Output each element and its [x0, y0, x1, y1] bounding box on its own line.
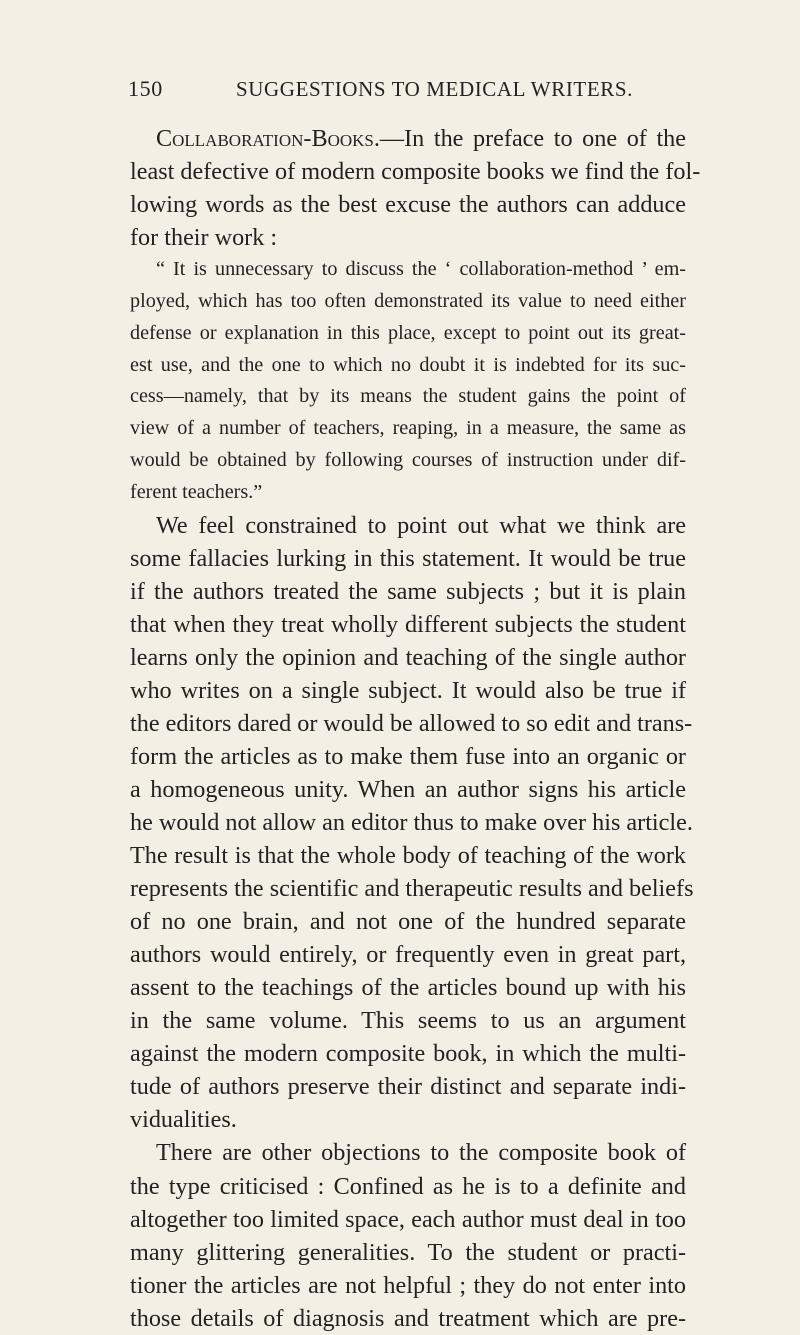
- paragraph-2-line-5: learns only the opinion and teaching of the single author: [130, 643, 686, 671]
- paragraph-1-line-3: lowing words as the best excuse the authors can adduce: [130, 191, 686, 219]
- paragraph-2-line-15: assent to the teachings of the articles bound up with his: [130, 974, 686, 1002]
- quote-line-6: view of a number of teachers, reaping, in a measure, the same as: [130, 417, 686, 440]
- paragraph-3-line-2: the type criticised : Confined as he is to a definite and: [130, 1172, 686, 1200]
- paragraph-3-line-3: altogether too limited space, each author must deal in too: [130, 1205, 686, 1233]
- quote-line-2: ployed, which has too often demonstrated its value to need either: [130, 289, 686, 312]
- paragraph-2-line-3: if the authors treated the same subjects ; but it is plain: [130, 577, 686, 605]
- paragraph-3-line-1: There are other objections to the composite book of: [156, 1139, 686, 1167]
- paragraph-2-line-18: tude of authors preserve their distinct and separate indi-: [130, 1073, 686, 1101]
- quote-line-4: est use, and the one to which no doubt it is indebted for its suc-: [130, 353, 686, 376]
- paragraph-2-line-2: some fallacies lurking in this statement. It would be true: [130, 544, 686, 572]
- paragraph-2-line-17: against the modern composite book, in which the multi-: [130, 1040, 686, 1068]
- section-heading: Collaboration-Books.: [156, 125, 380, 152]
- paragraph-1-line-4: for their work :: [130, 224, 278, 252]
- body-text: [130, 122, 701, 1335]
- page-number: 150: [128, 76, 163, 101]
- paragraph-2-line-1: We feel constrained to point out what we think are: [156, 511, 686, 539]
- paragraph-2-line-19: vidualities.: [130, 1106, 237, 1134]
- paragraph-2-line-16: in the same volume. This seems to us an argument: [130, 1007, 686, 1035]
- paragraph-2-line-6: who writes on a single subject. It would also be true if: [130, 676, 686, 704]
- paragraph-2-line-14: authors would entirely, or frequently even in great part,: [130, 941, 686, 969]
- quote-line-5: cess—namely, that by its means the student gains the point of: [130, 385, 686, 408]
- paragraph-2-line-12: represents the scientific and therapeutic results and beliefs: [130, 875, 694, 903]
- paragraph-1-line-1: Collaboration-Books.—In the preface to one of the: [156, 125, 686, 152]
- running-head: SUGGESTIONS TO MEDICAL WRITERS.: [236, 77, 634, 101]
- paragraph-3-line-5: tioner the articles are not helpful ; they do not enter into: [130, 1271, 686, 1299]
- paragraph-2-line-9: a homogeneous unity. When an author signs his article: [130, 775, 686, 803]
- paragraph-2-line-7: the editors dared or would be allowed to so edit and trans-: [130, 709, 693, 737]
- paragraph-3-line-4: many glittering generalities. To the student or practi-: [130, 1238, 686, 1266]
- paragraph-2-line-8: form the articles as to make them fuse into an organic or: [130, 742, 686, 770]
- page-header: [128, 76, 684, 106]
- quote-line-8: ferent teachers.”: [130, 480, 263, 503]
- paragraph-3-line-6: those details of diagnosis and treatment which are pre-: [130, 1304, 686, 1332]
- quote-line-1: “ It is unnecessary to discuss the ‘ collaboration-method ’ em-: [156, 258, 686, 281]
- paragraph-2-line-11: The result is that the whole body of teaching of the work: [130, 842, 686, 870]
- paragraph-2-line-4: that when they treat wholly different subjects the student: [130, 610, 686, 638]
- quote-line-7: would be obtained by following courses of instruction under dif-: [130, 448, 686, 471]
- paragraph-2-line-13: of no one brain, and not one of the hundred separate: [130, 908, 686, 936]
- paragraph-1-line-2: least defective of modern composite books we find the fol-: [130, 158, 701, 186]
- paragraph-2-line-10: he would not allow an editor thus to make over his article.: [130, 808, 693, 836]
- quote-line-3: defense or explanation in this place, except to point out its great-: [130, 321, 686, 344]
